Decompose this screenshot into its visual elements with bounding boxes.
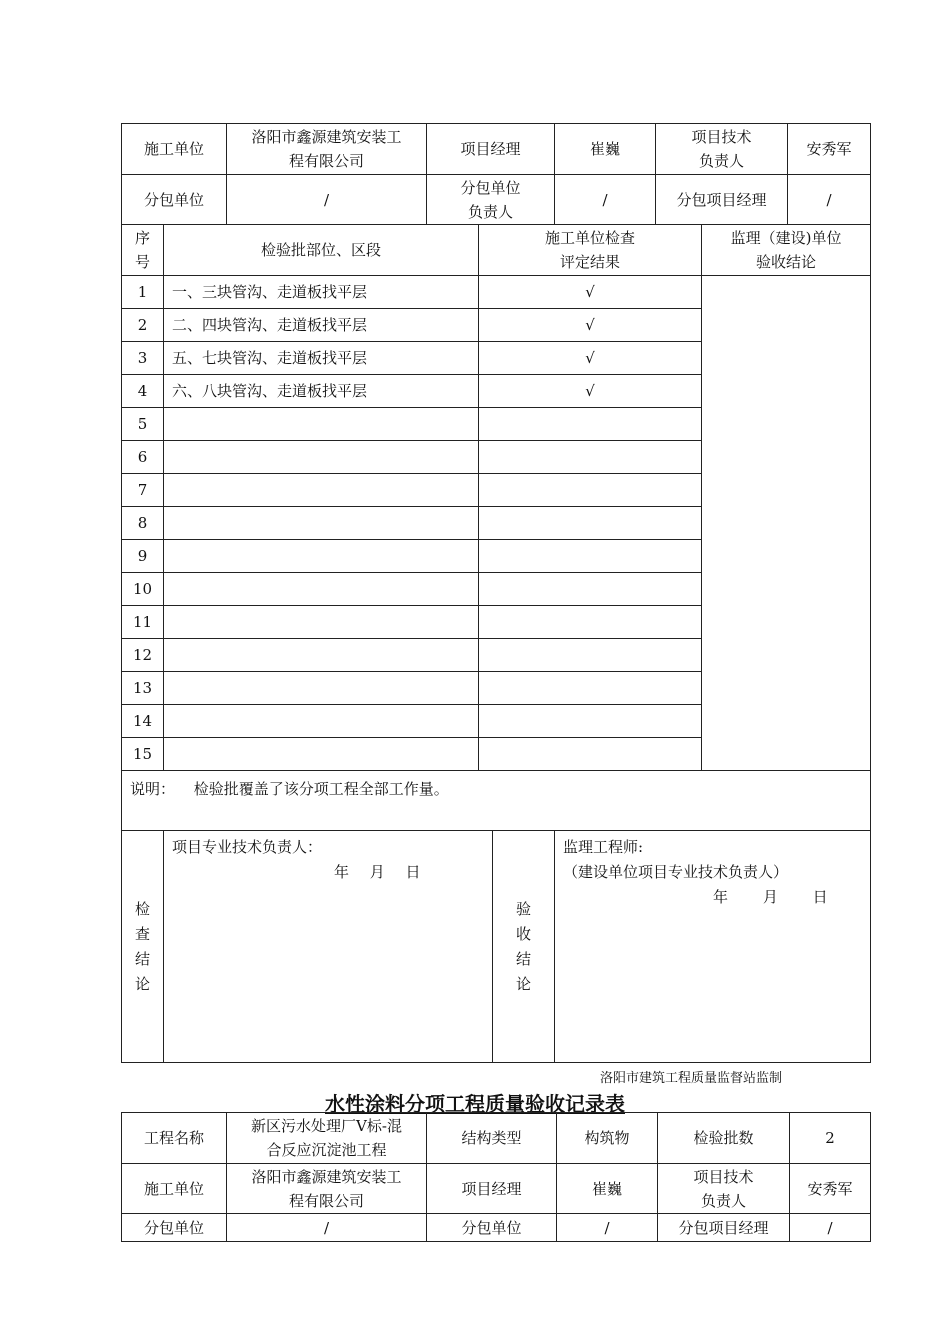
acceptance-signature-area [555,831,871,1063]
project-manager-label: 项目经理 [427,124,555,175]
row-number: 5 [122,408,164,441]
acceptance-conclusion-label: 验 收 结 论 [493,831,555,1063]
tech-lead-value: 安秀军 [788,124,871,175]
check-result-header: 施工单位检查 评定结果 [479,225,702,276]
construction-unit-row [122,124,871,175]
batch-count-label: 检验批数 [658,1113,790,1164]
sub-project-manager-label: 分包项目经理 [656,175,788,225]
row-result [479,540,702,573]
project-info-table [121,1112,871,1242]
row-part [164,606,479,639]
inspection-table [121,123,871,1063]
row-number: 6 [122,441,164,474]
row-result [479,408,702,441]
row-number: 9 [122,540,164,573]
row-number: 15 [122,738,164,771]
supervisor-label: 监理工程师: [563,838,644,856]
row-number: 14 [122,705,164,738]
conclusion-row [122,831,871,1063]
construction-unit-row [122,1164,871,1214]
note-row [122,771,871,831]
part-header: 检验批部位、区段 [164,225,479,276]
row-result: √ [479,276,702,309]
row-result [479,606,702,639]
row-part [164,408,479,441]
row-number: 13 [122,672,164,705]
row-part [164,540,479,573]
owner-tech-lead-label: （建设单位项目专业技术负责人） [563,863,789,881]
row-number: 1 [122,276,164,309]
row-result [479,474,702,507]
subcontractor-value: / [227,1214,427,1242]
sub-project-manager-value: / [788,175,871,225]
table-row [122,276,871,309]
project-manager-label: 项目经理 [427,1164,557,1214]
row-number: 2 [122,309,164,342]
project-name-label: 工程名称 [122,1113,227,1164]
subcontractor-value: / [227,175,427,225]
form-title: 水性涂料分项工程质量验收记录表 [325,1092,625,1116]
acceptance-header: 监理（建设)单位 验收结论 [702,225,871,276]
subcontractor-lead-label: 分包单位 [427,1214,557,1242]
construction-unit-value: 洛阳市鑫源建筑安装工 程有限公司 [227,124,427,175]
project-manager-value: 崔巍 [555,124,656,175]
structure-type-label: 结构类型 [427,1113,557,1164]
row-result [479,507,702,540]
row-result [479,441,702,474]
acceptance-date: 年 月 日 [713,888,828,906]
row-part [164,639,479,672]
construction-unit-label: 施工单位 [122,124,227,175]
batch-count-value: 2 [790,1113,871,1164]
row-number: 8 [122,507,164,540]
row-number: 7 [122,474,164,507]
row-part [164,672,479,705]
subcontractor-row [122,1214,871,1242]
note-label: 说明： [130,780,176,798]
row-part [164,705,479,738]
tech-lead-label: 项目技术 负责人 [656,124,788,175]
row-part: 六、八块管沟、走道板找平层 [164,375,479,408]
row-number: 11 [122,606,164,639]
row-part [164,474,479,507]
subcontractor-lead-value: / [557,1214,658,1242]
row-number: 3 [122,342,164,375]
check-date: 年 月 日 [334,863,421,881]
project-manager-value: 崔巍 [557,1164,658,1214]
seq-header: 序 号 [122,225,164,276]
check-signature-area [164,831,493,1063]
note-text: 检验批覆盖了该分项工程全部工作量。 [193,780,449,798]
row-part [164,573,479,606]
tech-lead-label: 项目技术 负责人 [658,1164,790,1214]
project-name-row [122,1113,871,1164]
row-part: 二、四块管沟、走道板找平层 [164,309,479,342]
project-tech-lead-label: 项目专业技术负责人： [172,838,323,856]
row-result [479,672,702,705]
row-result [479,639,702,672]
row-number: 10 [122,573,164,606]
subcontractor-lead-label: 分包单位 负责人 [427,175,555,225]
sub-project-manager-value: / [790,1214,871,1242]
row-result: √ [479,375,702,408]
sub-project-manager-label: 分包项目经理 [658,1214,790,1242]
subcontractor-row [122,175,871,225]
row-part: 五、七块管沟、走道板找平层 [164,342,479,375]
subcontractor-label: 分包单位 [122,1214,227,1242]
row-number: 12 [122,639,164,672]
structure-type-value: 构筑物 [557,1113,658,1164]
table-header-row [122,225,871,276]
tech-lead-value: 安秀军 [790,1164,871,1214]
row-part [164,441,479,474]
row-part: 一、三块管沟、走道板找平层 [164,276,479,309]
acceptance-conclusion-cell [702,276,871,771]
row-part [164,507,479,540]
row-result [479,705,702,738]
construction-unit-value: 洛阳市鑫源建筑安装工 程有限公司 [227,1164,427,1214]
check-conclusion-label: 检 查 结 论 [122,831,164,1063]
row-result: √ [479,309,702,342]
row-result [479,738,702,771]
note-cell [122,771,871,831]
subcontractor-lead-value: / [555,175,656,225]
row-result [479,573,702,606]
project-name-value: 新区污水处理厂Ⅴ标-混 合反应沉淀池工程 [227,1113,427,1164]
construction-unit-label: 施工单位 [122,1164,227,1214]
subcontractor-label: 分包单位 [122,175,227,225]
supervision-station-note: 洛阳市建筑工程质量监督站监制 [600,1071,783,1086]
row-number: 4 [122,375,164,408]
row-result: √ [479,342,702,375]
row-part [164,738,479,771]
